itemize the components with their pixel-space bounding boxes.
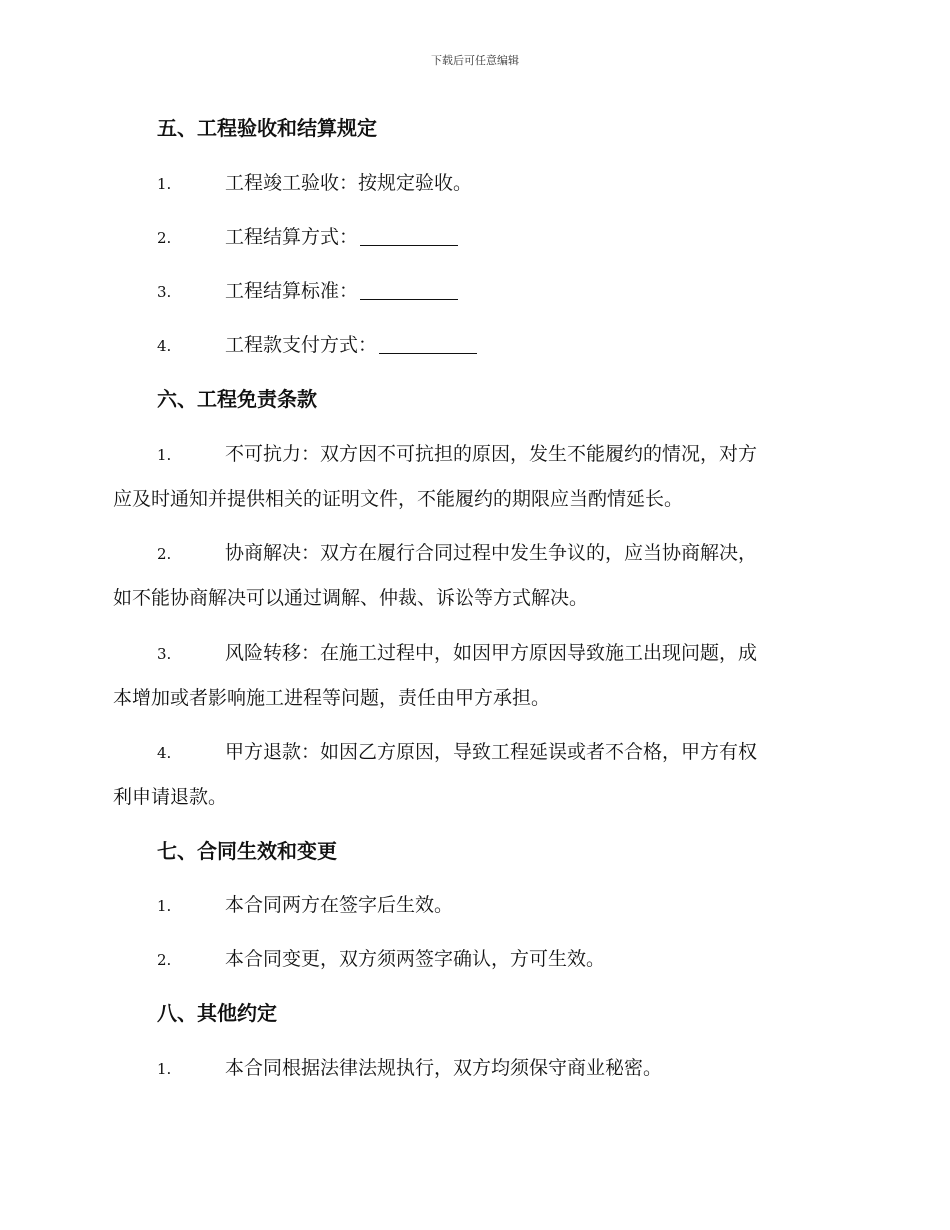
section-5-heading: 五、工程验收和结算规定	[157, 116, 377, 140]
section-7-item-2-number: 2.	[157, 951, 172, 969]
section-5-item-3-text: 工程结算标准：	[225, 280, 359, 302]
section-5-item-1-number: 1.	[157, 175, 172, 193]
section-6-item-3-line-2: 本增加或者影响施工进程等问题，责任由甲方承担。	[113, 687, 551, 709]
section-5-item-2-text: 工程结算方式：	[225, 226, 359, 248]
section-5-item-2	[225, 223, 458, 251]
section-6-item-4-line-2: 利申请退款。	[113, 786, 228, 808]
section-5-item-4-number: 4.	[157, 337, 172, 355]
section-7-item-1-text: 本合同两方在签字后生效。	[225, 894, 454, 916]
fill-blank	[360, 244, 458, 246]
section-8-heading: 八、其他约定	[157, 1001, 277, 1025]
section-6-item-3-line-1: 风险转移：在施工过程中，如因甲方原因导致施工出现问题，成	[225, 642, 758, 664]
section-5-item-4-text: 工程款支付方式：	[225, 334, 378, 356]
section-6-item-1-line-1: 不可抗力：双方因不可抗担的原因，发生不能履约的情况，对方	[225, 443, 758, 465]
section-5-item-1-text: 工程竣工验收：按规定验收。	[225, 172, 473, 194]
section-6-item-2-line-2: 如不能协商解决可以通过调解、仲裁、诉讼等方式解决。	[113, 587, 589, 609]
section-5-item-4	[225, 331, 477, 359]
section-5-item-3-number: 3.	[157, 283, 172, 301]
section-5-item-2-number: 2.	[157, 229, 172, 247]
section-5-item-3	[225, 277, 458, 305]
section-6-item-3-number: 3.	[157, 645, 172, 663]
section-7-heading: 七、合同生效和变更	[157, 839, 337, 863]
section-7-item-1-number: 1.	[157, 897, 172, 915]
page-header: 下载后可任意编辑	[431, 54, 519, 67]
section-6-item-2-number: 2.	[157, 545, 172, 563]
fill-blank	[379, 352, 477, 354]
section-6-heading: 六、工程免责条款	[157, 387, 317, 411]
section-6-item-1-number: 1.	[157, 446, 172, 464]
section-6-item-4-line-1: 甲方退款：如因乙方原因，导致工程延误或者不合格，甲方有权	[225, 741, 758, 763]
section-6-item-1-line-2: 应及时通知并提供相关的证明文件，不能履约的期限应当酌情延长。	[113, 488, 684, 510]
section-8-item-1-text: 本合同根据法律法规执行，双方均须保守商业秘密。	[225, 1057, 663, 1079]
section-8-item-1-number: 1.	[157, 1060, 172, 1078]
section-7-item-2-text: 本合同变更，双方须两签字确认，方可生效。	[225, 948, 606, 970]
section-6-item-4-number: 4.	[157, 744, 172, 762]
section-6-item-2-line-1: 协商解决：双方在履行合同过程中发生争议的，应当协商解决，	[225, 542, 758, 564]
fill-blank	[360, 298, 458, 300]
